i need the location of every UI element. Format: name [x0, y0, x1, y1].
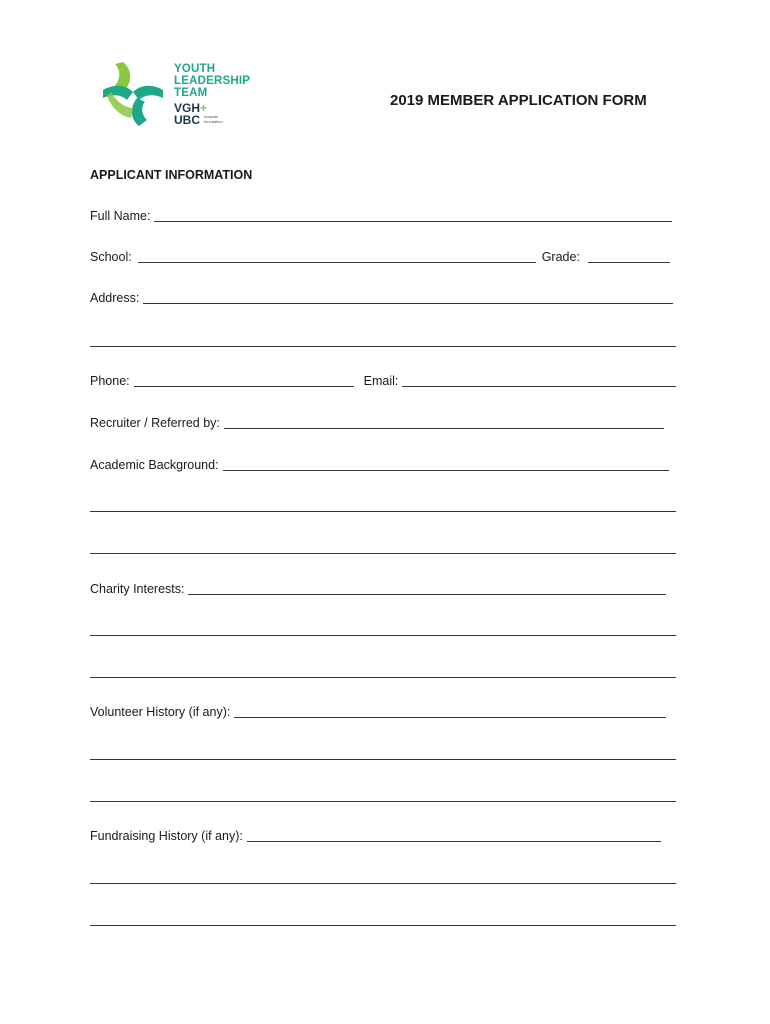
- address-label: Address:: [90, 291, 140, 305]
- charity-input-line-3[interactable]: [90, 677, 676, 678]
- school-input-line[interactable]: [138, 261, 536, 263]
- address-row: [90, 289, 673, 305]
- phone-email-row: [90, 372, 676, 388]
- volunteer-input-line-3[interactable]: [90, 801, 676, 802]
- full-name-input-line[interactable]: [154, 220, 672, 222]
- fundraising-input-line-3[interactable]: [90, 925, 676, 926]
- academic-label: Academic Background:: [90, 458, 219, 472]
- academic-input-line-3[interactable]: [90, 553, 676, 554]
- school-row: [90, 248, 670, 264]
- volunteer-label: Volunteer History (if any):: [90, 705, 231, 719]
- logo-ubc: UBC: [174, 113, 200, 127]
- email-label: Email:: [363, 374, 399, 388]
- grade-label: Grade:: [541, 250, 580, 264]
- academic-input-line[interactable]: [223, 469, 669, 471]
- fundraising-input-line[interactable]: [247, 840, 661, 842]
- logo-line-1: YOUTH: [174, 63, 216, 75]
- charity-input-line-2[interactable]: [90, 635, 676, 636]
- volunteer-input-line[interactable]: [234, 716, 666, 718]
- phone-label: Phone:: [90, 374, 130, 388]
- charity-label: Charity Interests:: [90, 582, 185, 596]
- logo-vgh: VGH: [174, 101, 201, 115]
- logo-wordmark: [174, 63, 250, 99]
- fundraising-row: [90, 827, 661, 843]
- grade-input-line[interactable]: [588, 261, 670, 263]
- youth-leadership-team-logo: [103, 62, 251, 128]
- volunteer-row: [90, 703, 666, 719]
- logo-line-3: TEAM: [174, 87, 208, 99]
- logo-mark-icon: [103, 62, 173, 128]
- logo-plus: +: [200, 101, 208, 115]
- logo-line-2: LEADERSHIP: [174, 75, 251, 87]
- academic-input-line-2[interactable]: [90, 511, 676, 512]
- charity-row: [90, 580, 666, 596]
- recruiter-input-line[interactable]: [224, 427, 664, 429]
- charity-input-line[interactable]: [188, 593, 666, 595]
- fundraising-input-line-2[interactable]: [90, 883, 676, 884]
- form-title: 2019 MEMBER APPLICATION FORM: [390, 92, 647, 109]
- recruiter-row: [90, 414, 664, 430]
- full-name-label: Full Name:: [90, 209, 151, 223]
- logo-tagline: hospital foundation: [204, 114, 223, 124]
- section-title: APPLICANT INFORMATION: [90, 168, 253, 182]
- recruiter-label: Recruiter / Referred by:: [90, 416, 220, 430]
- academic-row: [90, 456, 669, 472]
- address-input-line-2[interactable]: [90, 346, 676, 347]
- logo-vgh-ubc: [174, 102, 207, 126]
- email-input-line[interactable]: [402, 385, 676, 387]
- school-label: School:: [90, 250, 132, 264]
- phone-input-line[interactable]: [134, 385, 354, 387]
- volunteer-input-line-2[interactable]: [90, 759, 676, 760]
- full-name-row: [90, 207, 672, 223]
- address-input-line[interactable]: [143, 302, 673, 304]
- fundraising-label: Fundraising History (if any):: [90, 829, 243, 843]
